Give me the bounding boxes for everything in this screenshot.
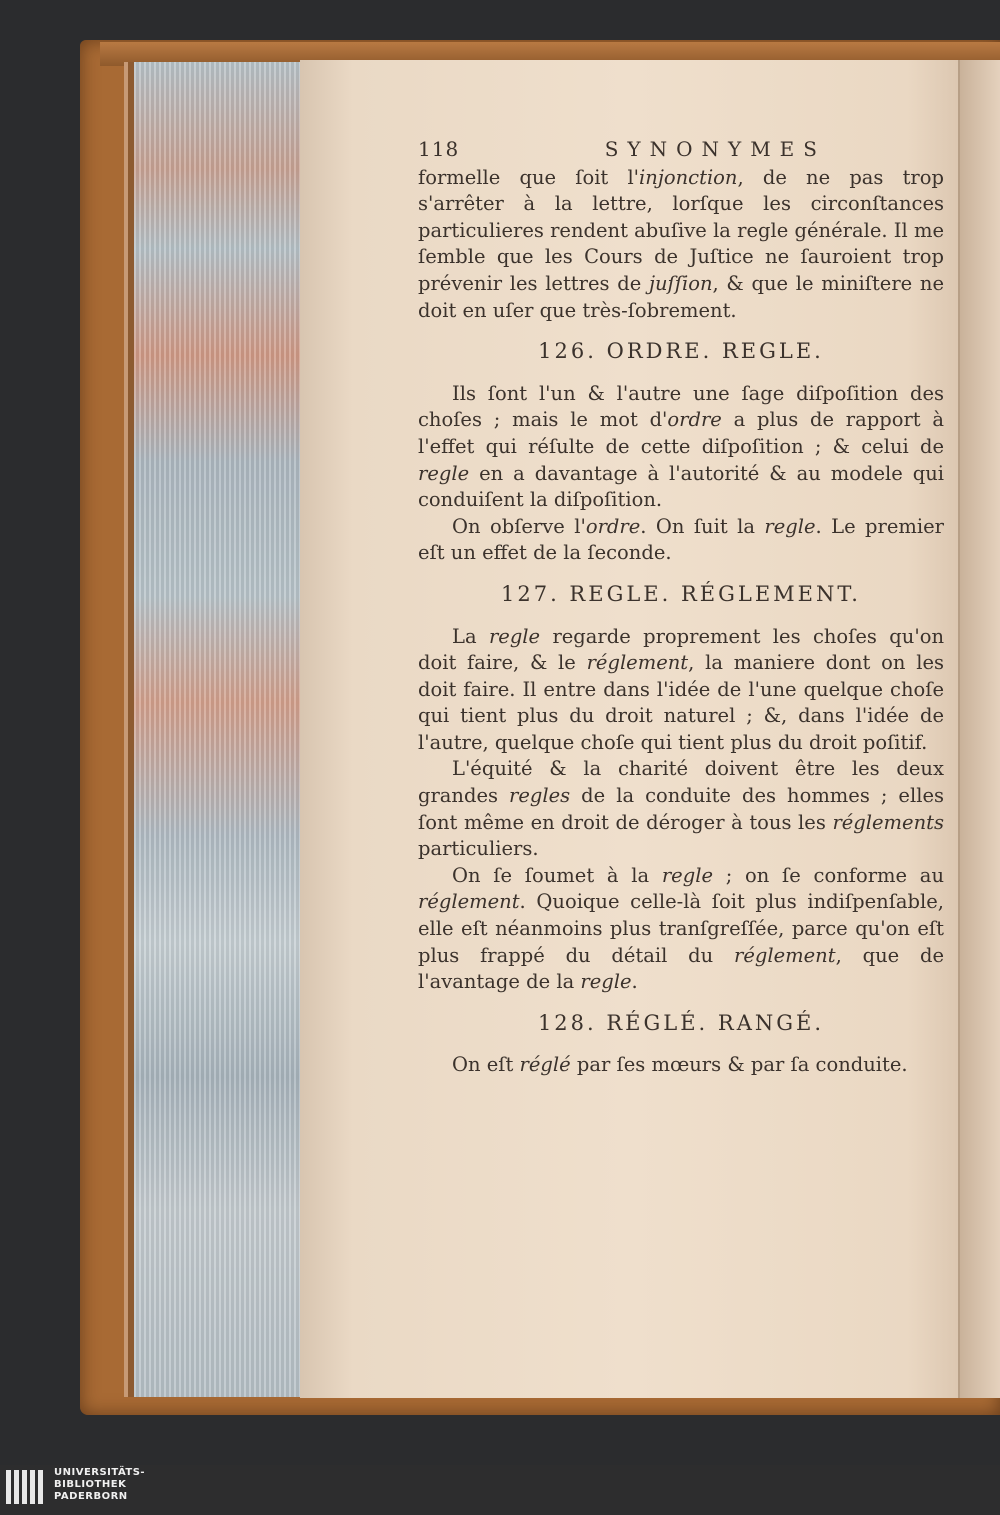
- page-text: [418, 136, 944, 1079]
- paragraph: formelle que ſoit l'injonction, de ne pas trop s'arrêter à la lettre, lorſque les circonſtances particulieres rendent abuſive la regle générale. Il me ſemble que les Cours de Juſtice ne ſauroient trop prévenir les lettres de juſſion, & que le miniſtere ne doit en uſer que très-ſobrement.: [418, 165, 944, 322]
- paragraph: On eſt réglé par ſes mœurs & par ſa conduite.: [452, 1053, 908, 1077]
- logo-line: BIBLIOTHEK: [54, 1479, 127, 1490]
- paragraph: L'équité & la charité doivent être les deux grandes regles de la conduite des hommes ; elles ſont même en droit de déroger à tous les réglements particuliers.: [418, 757, 944, 861]
- running-title: SYNONYMES: [604, 137, 826, 161]
- library-logo-text: [54, 1467, 145, 1503]
- paragraph: On obſerve l'ordre. On ſuit la regle. Le premier eſt un effet de la ſeconde.: [418, 514, 944, 565]
- page-edges: [128, 62, 310, 1397]
- paragraph: Ils ſont l'un & l'autre une ſage diſpoſition des choſes ; mais le mot d'ordre a plus de rapport à l'effet qui réſulte de cette diſpoſition ; & celui de regle en a davantage à l'autorité & au modele qui conduiſent la diſpoſition.: [418, 381, 944, 512]
- page-number: 118: [418, 137, 460, 161]
- paragraph: La regle regarde proprement les choſes qu'on doit faire, & le réglement, la maniere dont on les doit faire. Il entre dans l'idée de l'une quelque choſe qui tient plus du droit naturel ; &, dans l'idée de l'autre, quelque choſe qui tient plus du droit poſitif.: [418, 624, 945, 754]
- page-body: [418, 165, 944, 1079]
- section-heading: 126. ORDRE. REGLE.: [538, 339, 824, 364]
- section-heading: 128. RÉGLÉ. RANGÉ.: [537, 1010, 825, 1035]
- footer-bar: [0, 1465, 1000, 1515]
- section-heading: 127. REGLE. RÉGLEMENT.: [501, 581, 861, 606]
- paragraph: On ſe ſoumet à la regle ; on ſe conforme au réglement. Quoique celle-là ſoit plus indiſpenſable, elle eſt néanmoins plus tranſgreſſée, parce qu'on eſt plus frappé du détail du réglement, que de l'avantage de la regle.: [418, 863, 944, 994]
- logo-line: UNIVERSITÄTS-: [54, 1467, 146, 1478]
- facing-page-edge: [958, 60, 1000, 1398]
- library-logo-icon: [6, 1470, 43, 1504]
- running-header: [418, 136, 944, 163]
- logo-line: PADERBORN: [54, 1491, 128, 1502]
